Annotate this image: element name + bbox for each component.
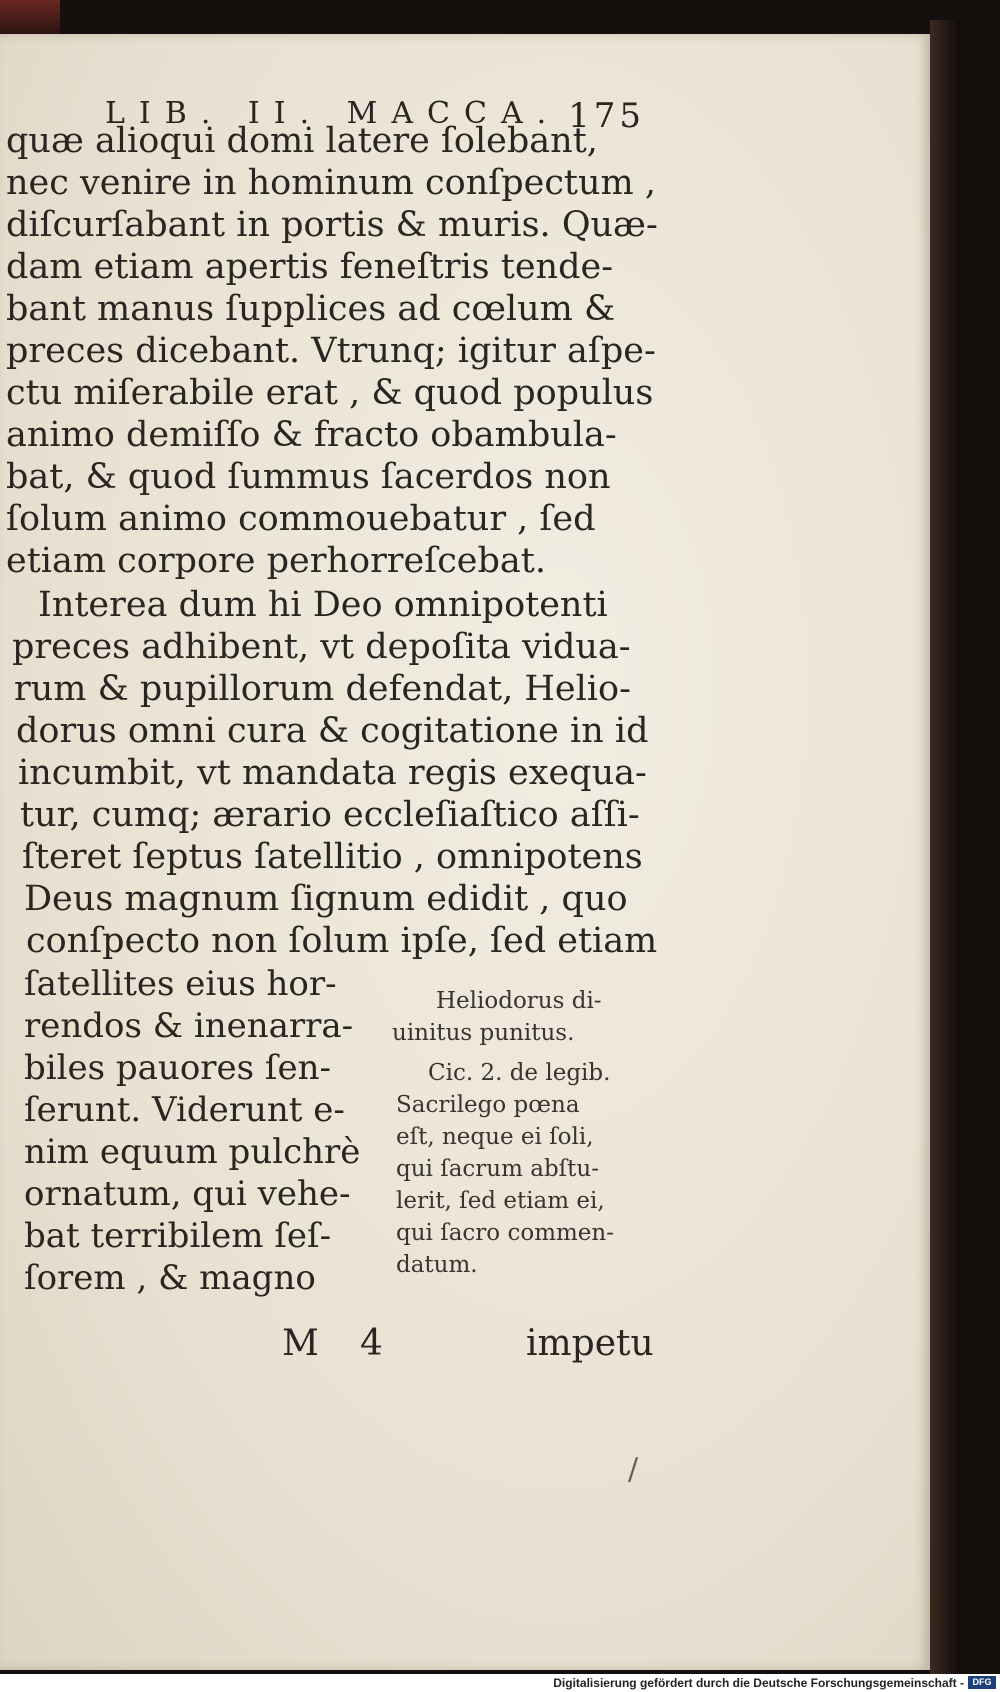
body-line: bat, & quod ſummus ſacerdos non (6, 457, 611, 497)
column-line: nim equum pulchrè (24, 1132, 361, 1172)
body-line: preces dicebant. Vtrunq; igitur aſpe- (6, 331, 656, 371)
marginal-note-line: datum. (396, 1252, 478, 1278)
marginal-note-line: qui ſacrum abſtu- (396, 1156, 600, 1182)
column-line: ſorem , & magno (24, 1258, 316, 1298)
paragraph-line: rum & pupillorum defendat, Helio- (14, 669, 631, 709)
body-line: dam etiam apertis feneſtris tende- (6, 247, 614, 287)
catchword: impetu (526, 1323, 654, 1364)
paragraph-line: conſpecto non ſolum ipſe, ſed etiam (26, 921, 658, 961)
marginal-note-line: qui ſacro commen- (396, 1220, 615, 1246)
column-line: rendos & inenarra- (24, 1006, 354, 1046)
page-edge-shadow (930, 20, 960, 1680)
column-line: biles pauores ſen- (24, 1048, 332, 1088)
digitization-footer (0, 1674, 1000, 1692)
running-title: LIB. II. MACCA. (105, 96, 561, 131)
body-line: ctu miſerabile erat , & quod populus (6, 373, 654, 413)
body-line: nec venire in hominum conſpectum , (6, 163, 656, 203)
paragraph-line: incumbit, vt mandata regis exequa- (18, 753, 647, 793)
column-line: ſatellites eius hor- (24, 964, 337, 1004)
marginal-note-line: Cic. 2. de legib. (428, 1060, 611, 1086)
column-line: bat terribilem ſeſ- (24, 1216, 332, 1256)
marginal-note-line: Heliodorus di- (436, 988, 602, 1014)
paragraph-line: Deus magnum ſignum edidit , quo (24, 879, 628, 919)
marginal-note-line: lerit, ſed etiam ei, (396, 1188, 605, 1214)
paragraph-line: ſteret ſeptus ſatellitio , omnipotens (22, 837, 643, 877)
paragraph-line: tur, cumq; ærario eccleſiaſtico aſſi- (20, 795, 640, 835)
column-line: ſerunt. Viderunt e- (24, 1090, 345, 1130)
marginal-note-line: Sacrilego pœna (396, 1092, 580, 1118)
corner-stain (0, 0, 60, 34)
paragraph-line: preces adhibent, vt depoſita vidua- (12, 627, 631, 667)
marginal-note-line: eſt, neque ei ſoli, (396, 1124, 594, 1150)
stray-mark: / (628, 1452, 639, 1487)
body-line: bant manus ſupplices ad cœlum & (6, 289, 616, 329)
body-line: etiam corpore perhorreſcebat. (6, 541, 546, 581)
page-number: 175 (568, 96, 645, 136)
body-line: quæ alioqui domi latere ſolebant, (6, 121, 598, 161)
footer-credit: Digitalisierung gefördert durch die Deutsche Forschungsgemeinschaft - (553, 1676, 964, 1690)
paragraph-line: dorus omni cura & cogitatione in id (16, 711, 649, 751)
signature-mark: M (282, 1323, 319, 1364)
body-line: animo demiſſo & fracto obambula- (6, 415, 617, 455)
dfg-logo-icon: DFG (968, 1676, 996, 1689)
book-page (0, 34, 930, 1670)
body-line: diſcurſabant in portis & muris. Quæ- (6, 205, 658, 245)
signature-number: 4 (360, 1323, 383, 1364)
paragraph-line: Interea dum hi Deo omnipotenti (38, 585, 608, 625)
body-line: ſolum animo commouebatur , ſed (6, 499, 596, 539)
marginal-note-line: uinitus punitus. (392, 1020, 575, 1046)
column-line: ornatum, qui vehe- (24, 1174, 351, 1214)
